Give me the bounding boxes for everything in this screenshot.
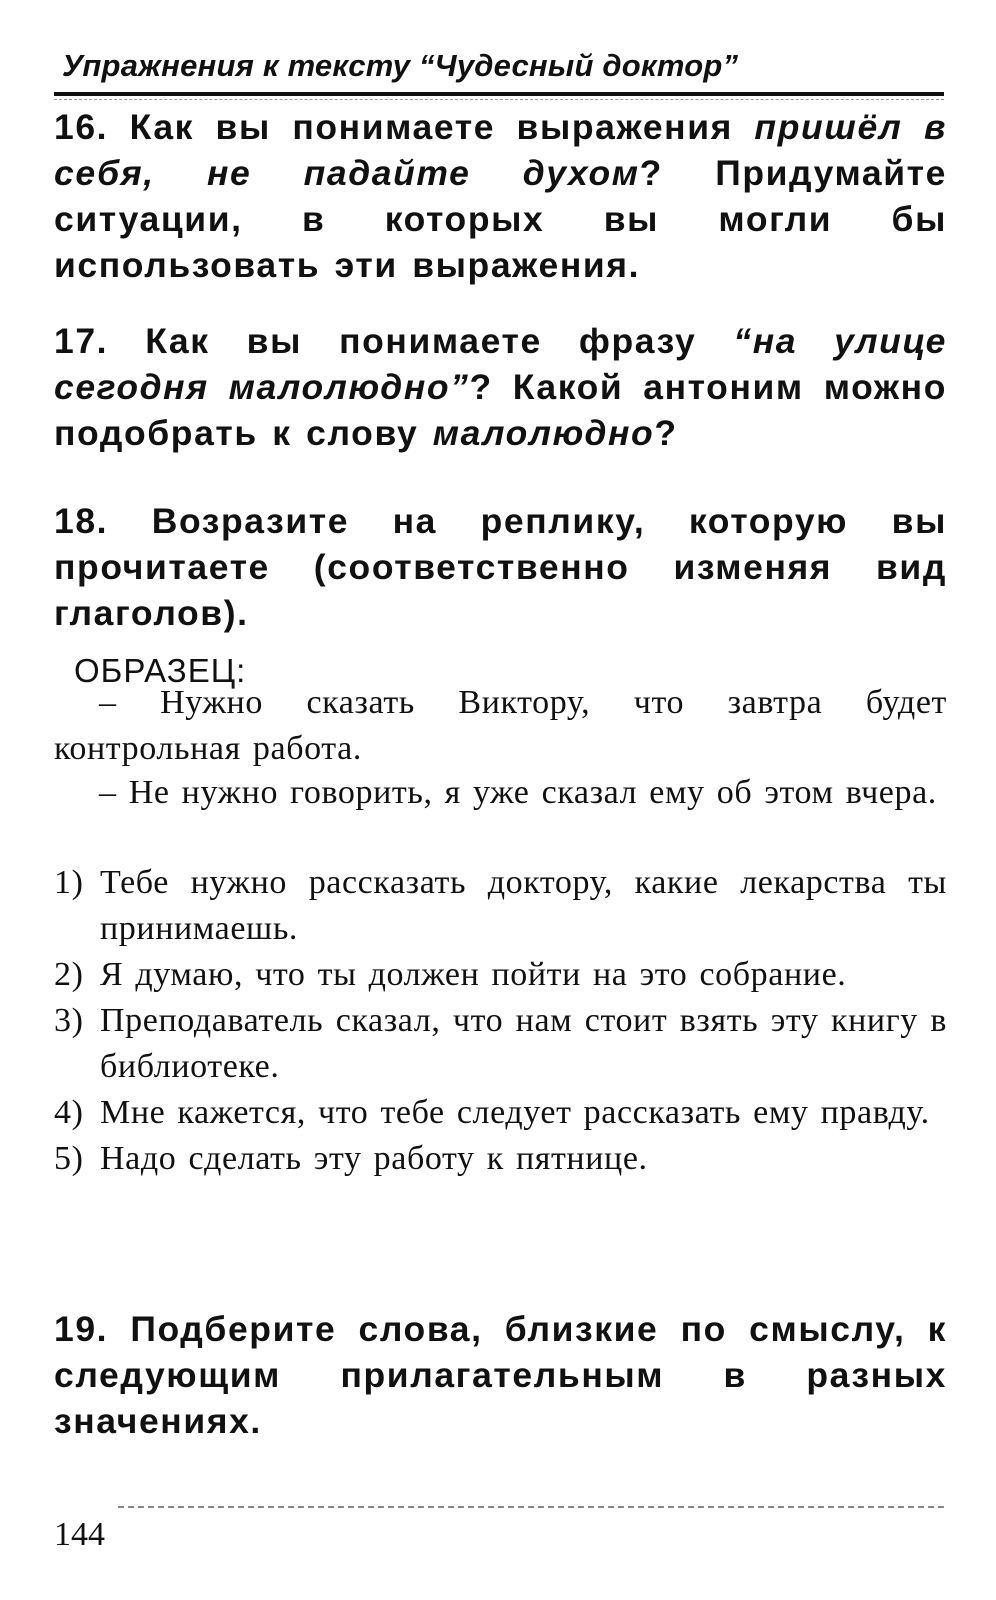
task-18: 18. Возразите на реплику, которую вы прочитаете (соответственно изменяя вид глаголов).: [54, 501, 947, 633]
sample-label: ОБРАЗЕЦ:: [74, 652, 247, 689]
task-17-emphasis-word: малолюдно: [432, 413, 655, 453]
task-16-text-b: ? Придумайте ситуации, в которых вы могли бы использовать эти выражения.: [54, 153, 947, 285]
sample-line-2: – Не нужно говорить, я уже сказал ему об этом вчера.: [99, 774, 937, 811]
list-item: [54, 952, 947, 998]
item-number: 2): [54, 956, 84, 993]
item-text: Мне кажется, что тебе следует рассказать ему правду.: [100, 1094, 930, 1131]
exercise-list: [54, 860, 947, 1182]
task-17-text-b: ? Какой антоним можно подобрать к слову: [54, 367, 947, 453]
page-number: 144: [54, 1516, 105, 1553]
task-17-text-a: 17. Как вы понимаете фразу: [54, 321, 734, 361]
task-17-text-c: ?: [654, 413, 678, 453]
task-17: [54, 318, 947, 456]
item-text: Надо сделать эту работу к пятнице.: [100, 1140, 648, 1177]
task-19: 19. Подберите слова, близкие по смыслу, к следующим прилагательным в разных значениях.: [54, 1309, 947, 1441]
task-16-emphasis: пришёл в себя, не падайте духом: [54, 107, 947, 193]
list-item: [54, 1090, 947, 1136]
list-item: [54, 860, 947, 952]
item-number: 5): [54, 1140, 84, 1177]
item-number: 4): [54, 1094, 84, 1131]
task-16: [54, 104, 947, 288]
item-number: 3): [54, 1002, 84, 1039]
task-16-text-a: 16. Как вы понимаете выражения: [54, 107, 755, 147]
sample-line-1: – Нужно сказать Виктору, что завтра будет контрольная работа.: [54, 684, 947, 767]
item-number: 1): [54, 864, 84, 901]
item-text: Тебе нужно рассказать доктору, какие лекарства ты принимаешь.: [100, 864, 947, 947]
list-item: [54, 1136, 947, 1182]
item-text: Преподаватель сказал, что нам стоит взять эту книгу в библиотеке.: [100, 1002, 947, 1085]
running-head: Упражнения к тексту “Чудесный доктор”: [62, 48, 739, 83]
list-item: [54, 998, 947, 1090]
footer-rule: [118, 1506, 944, 1509]
task-17-emphasis-phrase: “на улице сегодня малолюдно”: [54, 321, 947, 407]
header-rule-dashed: [54, 99, 944, 101]
header-rule: [54, 92, 944, 96]
item-text: Я думаю, что ты должен пойти на это собрание.: [100, 956, 847, 993]
